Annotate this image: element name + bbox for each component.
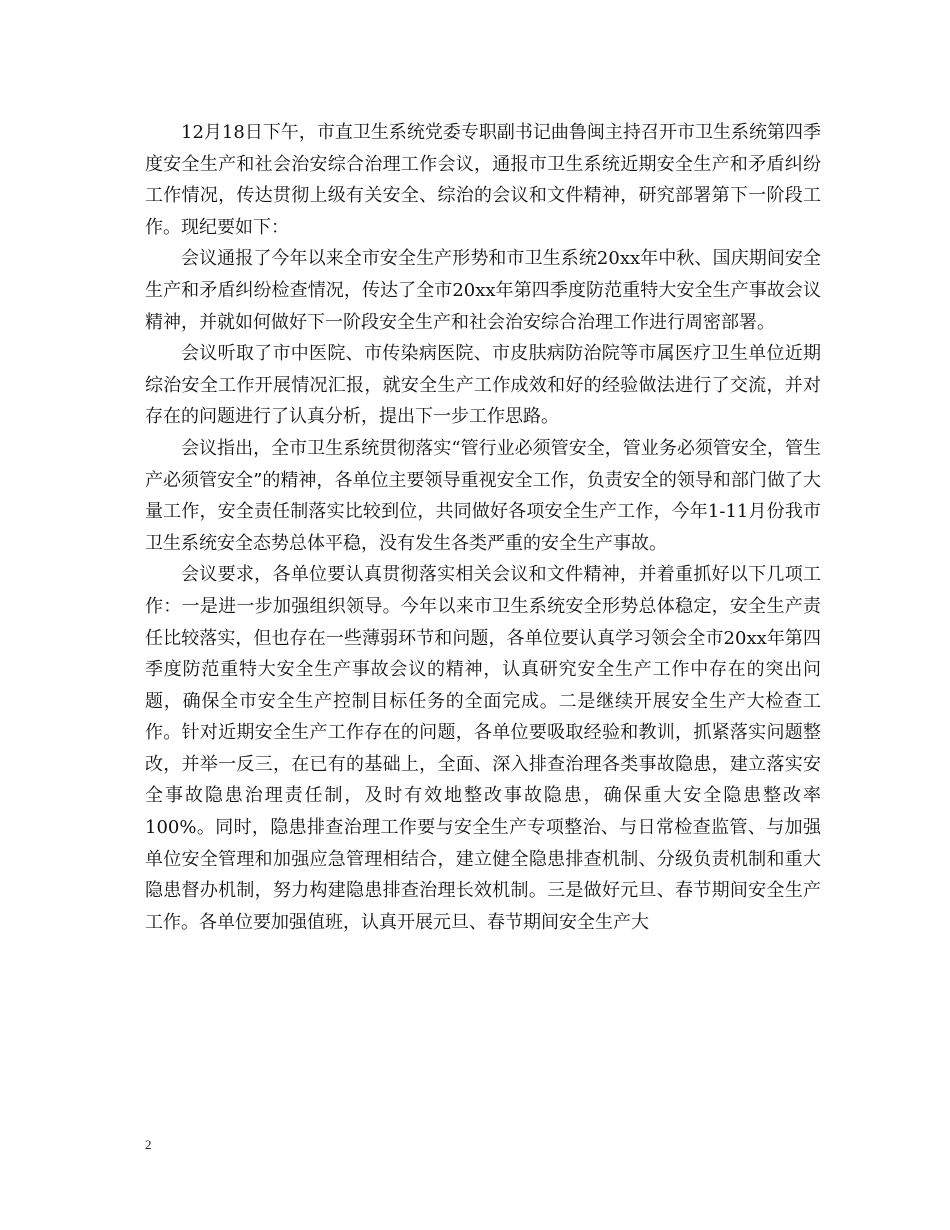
- page-number: 2: [145, 1137, 152, 1152]
- paragraph-3: 会议听取了市中医院、市传染病医院、市皮肤病防治院等市属医疗卫生单位近期综治安全工作开展情况汇报，就安全生产工作成效和好的经验做法进行了交流，并对存在的问题进行了认真分析，提出下一步工作思路。: [145, 343, 821, 428]
- paragraph-4: 会议指出，全市卫生系统贯彻落实“管行业必须管安全，管业务必须管安全，管生产必须管安全”的精神，各单位主要领导重视安全工作，负责安全的领导和部门做了大量工作，安全责任制落实比较到位，共同做好各项安全生产工作，今年1-11月份我市卫生系统安全态势总体平稳，没有发生各类严重的安全生产事故。: [145, 437, 821, 554]
- paragraph-2: 会议通报了今年以来全市安全生产形势和市卫生系统20xx年中秋、国庆期间安全生产和矛盾纠纷检查情况，传达了全市20xx年第四季度防范重特大安全生产事故会议精神，并就如何做好下一阶段安全生产和社会治安综合治理工作进行周密部署。: [145, 248, 821, 333]
- document-body: [145, 117, 821, 938]
- paragraph-1: 12月18日下午，市直卫生系统党委专职副书记曲鲁闽主持召开市卫生系统第四季度安全生产和社会治安综合治理工作会议，通报市卫生系统近期安全生产和矛盾纠纷工作情况，传达贯彻上级有关安全、综治的会议和文件精神，研究部署第下一阶段工作。现纪要如下：: [145, 122, 821, 238]
- paragraph-5: 会议要求，各单位要认真贯彻落实相关会议和文件精神，并着重抓好以下几项工作：一是进一步加强组织领导。今年以来市卫生系统安全形势总体稳定，安全生产责任比较落实，但也存在一些薄弱环节和问题，各单位要认真学习领会全市20xx年第四季度防范重特大安全生产事故会议的精神，认真研究安全生产工作中存在的突出问题，确保全市安全生产控制目标任务的全面完成。二是继续开展安全生产大检查工作。针对近期安全生产工作存在的问题，各单位要吸取经验和教训，抓紧落实问题整改，并举一反三，在已有的基础上，全面、深入排查治理各类事故隐患，建立落实安全事故隐患治理责任制，及时有效地整改事故隐患，确保重大安全隐患整改率100%。同时，隐患排查治理工作要与安全生产专项整治、与日常检查监管、与加强单位安全管理和加强应急管理相结合，建立健全隐患排查机制、分级负责机制和重大隐患督办机制，努力构建隐患排查治理长效机制。三是做好元旦、春节期间安全生产工作。各单位要加强值班，认真开展元旦、春节期间安全生产大: [145, 564, 821, 933]
